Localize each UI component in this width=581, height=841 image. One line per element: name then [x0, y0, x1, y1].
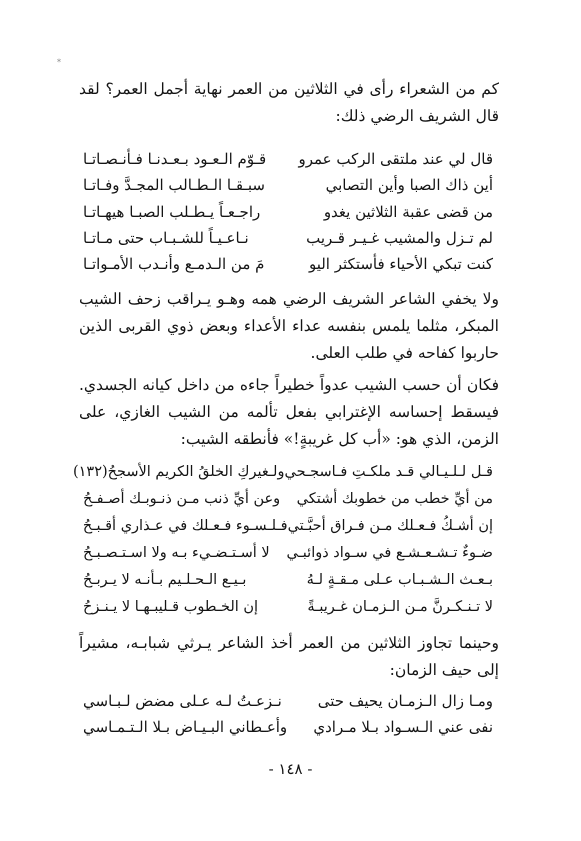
verse-line — [83, 172, 493, 198]
hemistich-second: بـيـع الـحـلـيم بـأنـه لا يـربـحُ — [83, 571, 247, 588]
paragraph-2: ولا يخفي الشاعر الشريف الرضي همه وهـو يـراقب زحف الشيب المبكر، مثلما يلمس بنفسه عداء الأعداء وبعض ذوي القربى الذين حاربوا كفاحه في طلب العلى. — [79, 290, 499, 362]
verse-line — [83, 251, 493, 277]
hemistich-second: مَ من الـدمـع وأنـدب الأمـواتـا — [83, 255, 265, 274]
hemistich-second: ولـغيركِ الخلقُ الكريم الأسجحُ(١٣٢) — [72, 463, 285, 480]
hemistich-first: لم تـزل والمشيب غـيـر قـريب — [306, 229, 493, 248]
hemistich-second: لا أسـتـضـيء بـه ولا اسـتـصـبـحُ — [83, 544, 270, 561]
hemistich-second: وعن أيِّ ذنب مـن ذنـوبـك أصـفـحُ — [83, 490, 281, 507]
verse-line — [83, 199, 493, 225]
verse-line — [83, 688, 493, 714]
hemistich-first: قال لي عند ملتقى الركب عمرو — [298, 150, 493, 169]
hemistich-first: بـعـث الـشـبـاب عـلى مـقـةٍ لـهُ — [306, 571, 493, 588]
paragraph-intro: كم من الشعراء رأى في الثلاثين من العمر نهاية أجمل العمر؟ لقد قال الشريف الرضي ذلك: — [79, 80, 499, 125]
margin-mark: * — [57, 58, 61, 67]
hemistich-first: نفى عني الـسـواد بـلا مـرادي — [313, 718, 493, 737]
hemistich-first: ومـا زال الـزمـان يحيف حتى — [317, 692, 493, 711]
hemistich-first: من قضى عقبة الثلاثين يغدو — [323, 202, 493, 221]
poem-stanza-2 — [72, 458, 493, 620]
verse-line — [83, 539, 493, 566]
verse-line — [83, 485, 493, 512]
hemistich-first: قـل لـلـيـالي قـد ملكـتِ فـاسجـحي — [284, 463, 493, 480]
hemistich-second: فـلـسـوء فـعـلك في عـذاري أقـبـحُ — [82, 517, 288, 534]
hemistich-first: ضـوءٌ تـشـعـشـع في سـواد ذوائبـي — [286, 544, 493, 561]
paragraph-3: فكان أن حسب الشيب عدواً خطيراً جاءه من داخل كيانه الجسدي. فيسقط إحساسه الإغترابي بفعل تألمه من الشيب الغازي، على الزمن، الذي هو: «أب كل غريبةٍ!» فأنطقه الشيب: — [79, 376, 499, 448]
hemistich-second: راجـعـاً يـطـلب الصبـا هيهـاتـا — [83, 202, 261, 221]
paragraph-4: وحينما تجاوز الثلاثين من العمر أخذ الشاعر يـرثي شبابـه، مشيراً إلى حيف الزمان: — [79, 634, 499, 679]
verse-line — [83, 512, 493, 539]
hemistich-second: وأعـطاني البـيـاض بـلا الـتـمـاسي — [83, 718, 288, 737]
hemistich-first: كنت تبكي الأحياء فأستكثر اليو — [308, 255, 493, 274]
hemistich-second: إن الخـطوب قـليبـهـا لا يـنـزحُ — [83, 598, 259, 615]
verse-line — [83, 566, 493, 593]
hemistich-second: سبـقـا الـطـالب المجـدَّ وفـاتـا — [83, 176, 265, 195]
hemistich-second: قـوّم الـعـود بـعـدنـا فـأنـصـاتـا — [83, 150, 267, 169]
hemistich-first: إن أشـكُ فـعـلك مـن فـراق أحبَّـتي — [287, 517, 493, 534]
verse-line — [83, 714, 493, 740]
verse-line — [83, 593, 493, 620]
hemistich-second: نـزعـتُ لـه عـلى مضض لـبـاسي — [83, 692, 282, 711]
hemistich-first: من أيِّ خطب من خطوبك أشتكي — [296, 490, 493, 507]
poem-stanza-3 — [83, 688, 493, 741]
verse-line — [83, 146, 493, 172]
poem-stanza-1 — [83, 146, 493, 277]
page-number: - ١٤٨ - — [268, 760, 313, 778]
hemistich-first: أين ذاك الصبا وأين التصابي — [325, 176, 493, 195]
verse-line — [72, 458, 493, 485]
verse-line — [83, 225, 493, 251]
hemistich-second: نـاعـيـاً للشـبـاب حتى مـاتـا — [83, 229, 249, 248]
hemistich-first: لا تـنـكـرنَّ مـن الـزمـان غـريبـةً — [307, 598, 493, 615]
